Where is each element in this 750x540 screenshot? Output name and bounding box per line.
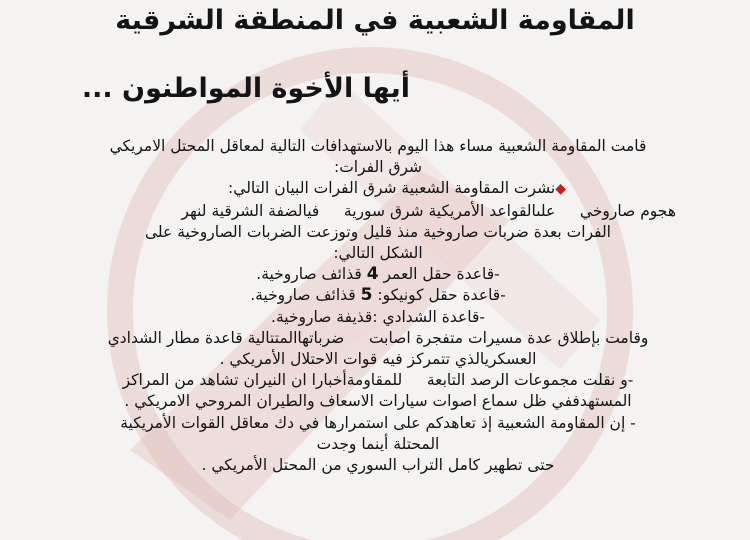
text-line: -و نقلت مجموعات الرصد التابعة للمقاومةأخبارا ان النيران تشاهد من المراكز [122, 371, 634, 390]
text-line: شرق الفرات: [333, 158, 423, 177]
text-line [40, 285, 716, 306]
base-name: -قاعدة حقل العمر [378, 265, 500, 284]
text-line: العسكريالذي تتمركز فيه قوات الاحتلال الأمريكي . [219, 350, 537, 369]
text-line: هجوم صاروخي علىالقواعد الأمريكية شرق سورية فيالضفة الشرقية لنهر [181, 201, 676, 220]
diamond-marker-icon: ◆ [555, 181, 566, 198]
resistance-title: المقاومة الشعبية في المنطقة الشرقية [115, 5, 635, 36]
rocket-count: 4 [366, 264, 379, 285]
text-line: وقامت بإطلاق عدة مسيرات متفجرة اصابت ضرباتهاالمتتالية قاعدة مطار الشدادي [107, 328, 649, 347]
text-line: قامت المقاومة الشعبية مساء هذا اليوم بالاستهدافات التالية لمعاقل المحتل الامريكي [109, 137, 647, 155]
text-line: حتى تطهير كامل التراب السوري من المحتل الأمريكي . [201, 456, 555, 475]
text-line: الشكل التالي: [333, 244, 423, 263]
text-line: المحتلة أينما وجدت [316, 434, 440, 453]
rocket-label: قذائف صاروخية. [256, 265, 367, 284]
text-line: الفرات بعدة ضربات صاروخية منذ قليل وتوزعت الضربات الصاروخية على [145, 222, 611, 241]
rocket-count: 5 [360, 285, 373, 306]
text-line: المستهدففي ظل سماع اصوات سيارات الاسعاف والطيران المروحي الامريكي . [124, 392, 632, 411]
base-name: -قاعدة حقل كونيكو: [372, 286, 506, 305]
text-line [40, 264, 716, 285]
address-line: أيها الأخوة المواطنون ... [81, 73, 410, 104]
text-line: -قاعدة الشدادي :قذيفة صاروخية. [271, 307, 485, 326]
rocket-label: قذائف صاروخية. [250, 286, 361, 305]
text-line-content: نشرت المقاومة الشعبية شرق الفرات البيان التالي: [228, 179, 556, 198]
text-line [40, 178, 716, 200]
statement-body [40, 136, 716, 476]
text-line: - إن المقاومة الشعبية إذ تعاهدكم على استمرارها في دك معاقل القوات الأمريكية [120, 413, 636, 432]
